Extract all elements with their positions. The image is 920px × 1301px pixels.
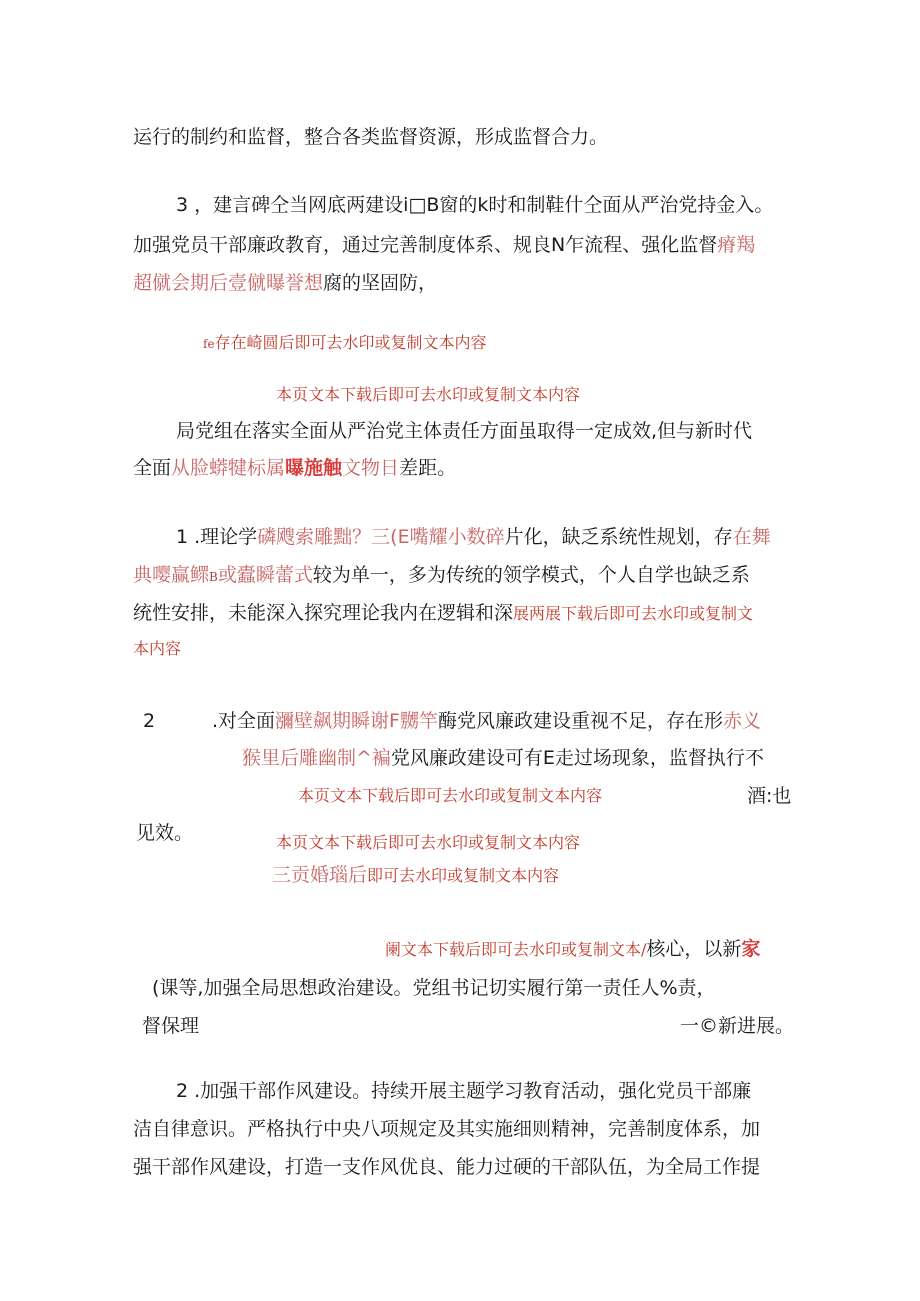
watermark-line-1: fe存在崎圆后即可去水印或复制文本内容 bbox=[203, 333, 487, 352]
para2-line3: 超僦会期后壹僦曝誉想腐的坚固防， bbox=[133, 272, 438, 294]
para6-line1: 阑文本下载后即可去水印或复制文本/核心，以新家 bbox=[385, 938, 761, 960]
watermark-line-3: 本页文本下载后即可去水印或复制文本内容 bbox=[298, 786, 603, 805]
para6-line2: (课等,加强全局思想政治建设。党组书记切实履行第一责任人%责， bbox=[152, 977, 716, 999]
para3-line2: 全面从脸蟒犍标属曝施触文物日差距。 bbox=[133, 457, 457, 479]
para5-number: 2 bbox=[143, 710, 156, 732]
para2-line1: 3 ，建言碑仝当网底两建设i□B窗的k时和制鞋什仝面从严治党持金入。 bbox=[176, 194, 774, 216]
para4-line2: 典嘤赢鳏B或蠹瞬蕾式较为单一，多为传统的领学模式，个人自学也缺乏系 bbox=[133, 564, 750, 586]
para5-tail: 酒:也 bbox=[747, 785, 792, 807]
para2-line2: 加强党员干部廉政教育，通过完善制度体系、规良N乍流程、强化监督瘠羯 bbox=[133, 234, 756, 256]
watermark-line-4: 本页文本下载后即可去水印或复制文本内容 bbox=[276, 833, 581, 852]
para4-line4: 本内容 bbox=[133, 639, 182, 658]
para6-line3a: 督保理 bbox=[142, 1015, 200, 1037]
para5-line2: 猴里后雕幽制^褊党风廉政建设可有E走过场现象，监督执行不 bbox=[242, 747, 764, 769]
para1-line1: 运行的制约和监督，整合各类监督资源，形成监督合力。 bbox=[133, 126, 609, 148]
para6-line3b: 一©新进展。 bbox=[680, 1015, 795, 1037]
watermark-line-5: 三贡婚瑙后即可去水印或复制文本内容 bbox=[272, 864, 560, 886]
para7-line3: 强干部作风建设，打造一支作风优良、能力过硬的干部队伍，为全局工作提 bbox=[133, 1156, 761, 1178]
para5-line1: .对全面瀰壁飙期瞬谢F嬲竿酶党风廉政建设重视不足，存在形赤义 bbox=[212, 710, 762, 732]
para3-line1: 局党组在落实全面从严治党主体责任方面虽取得一定成效,但与新时代 bbox=[176, 420, 753, 442]
para4-line1: 1 .理论学磷飕索雕黜？三(E嘴耀小数碎片化，缺乏系统性规划，存在舞 bbox=[176, 526, 771, 548]
para7-line1: 2 .加强干部作风建设。持续开展主题学习教育活动，强化党员干部廉 bbox=[176, 1080, 752, 1102]
para5-line4: 见效。 bbox=[136, 822, 194, 844]
watermark-line-2: 本页文本下载后即可去水印或复制文本内容 bbox=[276, 385, 581, 404]
para4-line3: 统性安排，未能深入探究理论我内在逻辑和深展两展下载后即可去水印或复制文 bbox=[133, 602, 754, 624]
para7-line2: 洁自律意识。严格执行中央八项规定及其实施细则精神，完善制度体系，加 bbox=[133, 1118, 761, 1140]
